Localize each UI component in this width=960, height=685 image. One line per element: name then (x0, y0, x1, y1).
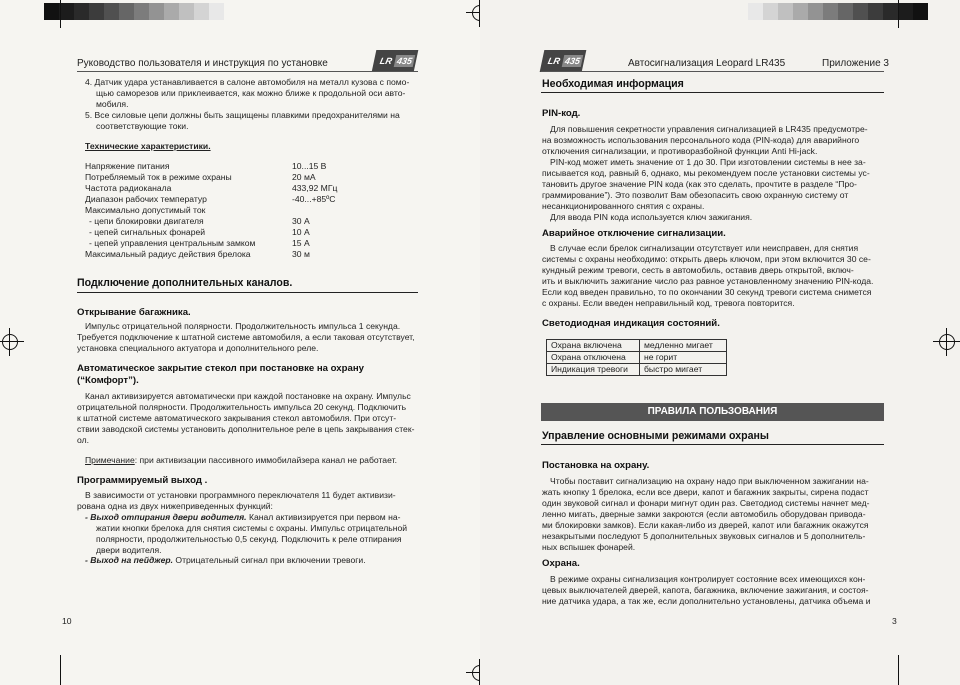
crop-mark (60, 0, 61, 28)
modes-rule (541, 444, 884, 445)
section-title: Подключение дополнительных каналов. (77, 277, 293, 289)
table-row: Индикация тревоги быстро мигает (547, 364, 727, 376)
lr435-logo: LR 435 (540, 50, 587, 72)
specs-title: Технические характеристики. (85, 141, 211, 151)
section-rule (77, 292, 418, 293)
print-color-bars (44, 3, 224, 20)
print-color-bars (748, 3, 928, 20)
led-title: Светодиодная индикация состояний. (542, 318, 720, 329)
modes-title: Управление основными режимами охраны (542, 430, 769, 442)
trunk-title: Открывание багажника. (77, 307, 191, 318)
section-title: Необходимая информация (542, 78, 684, 90)
header-title: Автосигнализация Leopard LR435 (628, 58, 786, 69)
header-appendix: Приложение 3 (822, 58, 889, 69)
crop-mark (898, 0, 899, 28)
left-page: Руководство пользователя и инструкция по установке LR 435 4. Датчик удара устанавливается в салоне автомобиля на металл кузова с помо- щью саморезов или приклеивается, как можно ближе к продольной оси авто- мобиля. 5. Все силовые цепи должны быть защищены плавкими предохранителями на соответствующие токи. Технические характеристики. Напряжение питания 10...15 В Потребляемый ток в режиме охраны 20 мА Частота радиоканала 433,92 МГц Диапазон рабочих температур -40...+85ºС Максимально допустимый ток - цепи блокировки двигателя 30 А - цепей сигнальных фонарей 10 А - цепей управления центральным замком 15 А Максимальный радиус действия брелока 30 м Подключение дополнительных каналов. Открывание багажника. Импульс отрицательной полярности. Продолжительность импульса 1 секунда. Требуется подключение к штатной системе автомобиля, а если таковая отсутствует, установка специального актуатора и дополнительного реле. Автоматическое закрытие стекол при постановке на охрану (“Комфорт”). Канал активизируется автоматически при каждой постановке на охрану. Импульс отрицательной полярности. Продолжительность импульса 20 секунд. Подключить к штатной системе автоматического закрывания стекол автомобиля. При отсут- ствии заводской системы установить дополнительное реле в цепь закрывания стек- ол. Примечание: при активизации пассивного иммобилайзера канал не работает. Программируемый выход . В зависимости от установки программного переключателя 11 будет активизи- рована одна из двух нижеприведенных функций: - Выход отпирания двери водителя. Канал активизируется при первом на- жатии кнопки брелока для снятия системы с охраны. Импульс отрицательной полярности, продолжительностью 0,5 секунд. Подключить к реле отпирания двери водителя. - Выход на пейджер. Отрицательный сигнал при включении тревоги. 10 (0, 0, 480, 685)
header-title: Руководство пользователя и инструкция по установке (77, 58, 328, 69)
guard-title: Охрана. (542, 558, 580, 569)
table-row: Охрана включена медленно мигает (547, 340, 727, 352)
registration-mark-icon (2, 334, 18, 350)
emergency-title: Аварийное отключение сигнализации. (542, 228, 726, 239)
registration-mark-icon (472, 5, 480, 21)
section-rule (541, 92, 884, 93)
crop-mark (60, 655, 61, 685)
right-page: LR 435 Автосигнализация Leopard LR435 Приложение 3 Необходимая информация PIN-код. Для повышения секретности управления сигнализацией в LR435 предусмотре- на возможность использования персонального кода (PIN-кода) для аварийного отключения сигнализации, и противоразбойной функции Anti Hi-jack. PIN-код может иметь значение от 1 до 30. При изготовлении системы в нее за- писывается код, равный 6, однако, мы рекомендуем после установки системы ус- тановить другое значение PIN кода (как это сделать, прочтите в разделе “Про- граммирование”). Это позволит Вам обезопасить свою охранную систему от несанкционированного снятия с охраны. Для ввода PIN кода используется ключ зажигания. Аварийное отключение сигнализации. В случае если брелок сигнализации отсутствует или неисправен, для снятия системы с охраны необходимо: открыть дверь ключом, при этом включится 30 се- кундный режим тревоги, сесть в автомобиль, оставив дверь открытой, включ- ить и выключить зажигание число раз равное установленному значению PIN-кода. Если код введен правильно, то по окончании 30 секунд тревоги система снимется с охраны. Если введен неправильный код, тревога повторится. Светодиодная индикация состояний. Охрана включена медленно мигает Охрана отключена не горит Индикация тревоги быстро мигает ПРАВИЛА ПОЛЬЗОВАНИЯ Управление основными режимами охраны Постановка на охрану. Чтобы поставит сигнализацию на охрану надо при выключенном зажигании на- жать кнопку 1 брелока, если все двери, капот и багажник закрыты, сирена подаст один звуковой сигнал и фонари мигнут один раз. Светодиод системы начнет мед- ленно мигать, дверные замки закроются (если автомобиль оборудован привода- ми блокировки замков). Если какая-либо из дверей, капот или багажник окажутся незакрытыми последуют 5 дополнительных звуковых сигналов и 5 дополнитель- ных вспышек фонарей. Охрана. В режиме охраны сигнализация контролирует состояние всех имеющихся кон- цевых выключателей дверей, капота, багажника, включение зажигания, и состоя- ние датчика удара, а так же, если дополнительно установлены, датчика объема и 3 (480, 0, 960, 685)
usage-rules-banner: ПРАВИЛА ПОЛЬЗОВАНИЯ (541, 403, 884, 421)
pin-title: PIN-код. (542, 108, 581, 119)
table-row: Охрана отключена не горит (547, 352, 727, 364)
windows-title-2: (“Комфорт”). (77, 375, 139, 386)
page-number: 10 (62, 616, 72, 626)
lr435-logo: LR 435 (372, 50, 419, 72)
windows-title: Автоматическое закрытие стекол при постановке на охрану (77, 363, 364, 374)
crop-mark (898, 655, 899, 685)
page-number: 3 (892, 616, 897, 626)
header-rule (541, 71, 884, 72)
prog-title: Программируемый выход . (77, 475, 208, 486)
registration-mark-icon (472, 665, 480, 681)
note: Примечание: при активизации пассивного иммобилайзера канал не работает. (85, 455, 397, 465)
led-table (546, 339, 727, 376)
header-rule (77, 71, 418, 72)
arm-title: Постановка на охрану. (542, 460, 650, 471)
registration-mark-icon (939, 334, 955, 350)
